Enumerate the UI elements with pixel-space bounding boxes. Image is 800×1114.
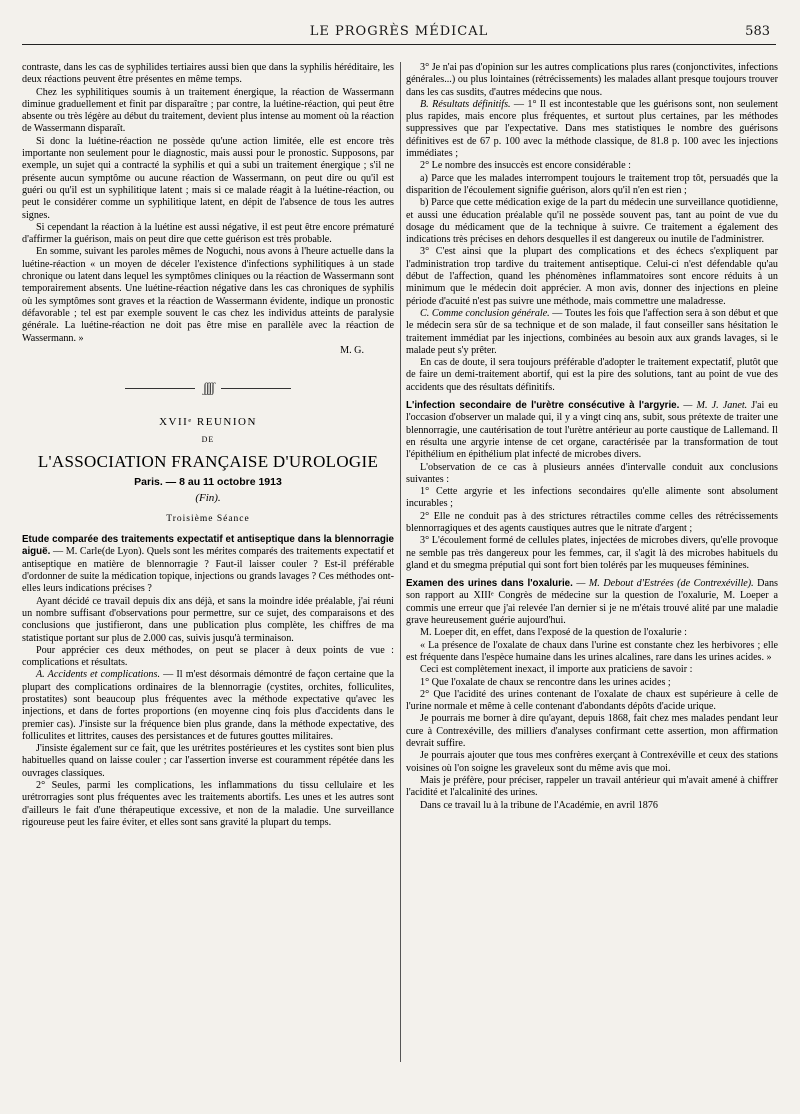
paragraph: En somme, suivant les paroles mêmes de Noguchi, nous avons à l'heure actuelle dans la luétine-réaction « un moyen de déceler l'existence d'infections syphilitiques à un stade chronique ou latent dans lequel les symptômes cliniques ou la réaction de Wassermann sont temporairement absents. Une luétine-réaction négative dans les cas chroniques de syphilis où les symptômes sont graves et la réaction de Wassermann évidente, indique un pronostic défavorable ; tel est par exemple souvent le cas chez les individus atteints de paralysie générale. La luétine-réaction ne doit pas être mise en parallèle avec la réaction de Wassermann. » xyxy=(22,246,394,344)
paragraph: 2° Seules, parmi les complications, les inflammations du tissu cellulaire et les urétrorragies sont plus fréquentes avec les traitements abortifs. Les unes et les autres sont d'ailleurs le fait d'une thérapeutique excessive, et non de la maladie. Une surveillance rigoureuse peut les faire éviter, et elles sont sans gravité la plupart du temps. xyxy=(22,780,394,828)
article-paragraph xyxy=(406,400,778,461)
paragraph: 3° Je n'ai pas d'opinion sur les autres complications plus rares (conjonctivites, infections générales...) ou plus lointaines (rétrécissements) les malades allant presque toujours trouver dans les cas susdits, d'autres médecins que nous. xyxy=(406,62,778,98)
paragraph-text: — Il m'est désormais démontré de façon certaine que la plupart des complications ordinaires de la blennorragie (cystites, orchites, folliculites, prostatites) sont beaucoup plus fréquentes avec la méthode expectative qu'avec les injections, et dans de fortes proportions (en moyenne cinq fois plus d'accidents dans le premier cas). J'insiste sur la fréquence bien plus grande, dans la méthode expectative, des folliculites et littrites, causes des persistances et de futures gouttes militaires. xyxy=(22,669,394,742)
paragraph: Je pourrais me borner à dire qu'ayant, depuis 1868, fait chez mes malades pendant leur cure à Contrexéville, des milliers d'analyses confirmant cette assertion, mon affirmation devrait suffire. xyxy=(406,713,778,750)
subsection-label: C. Comme conclusion générale. xyxy=(420,307,550,319)
paragraph: b) Parce que cette médication exige de la part du médecin une surveillance quotidienne, et aussi une éducation préalable qu'il ne possède souvent pas, tant au point de vue du dosage du médicament que de la technique à suivre. Ce traitement a également des indications très précises en dehors desquelles il est dangereux ou inutile de l'administrer. xyxy=(406,197,778,246)
paragraph: 1° Que l'oxalate de chaux se rencontre dans les urines acides ; xyxy=(420,676,671,688)
page-number: 583 xyxy=(745,24,770,39)
two-column-body xyxy=(22,62,778,829)
signature-line xyxy=(22,345,394,357)
page-header xyxy=(22,24,776,45)
paragraph: 3° L'écoulement formé de cellules plates, injectées de microbes divers, qu'elle provoque ne semble pas très dangereux pour les femmes, car, il s'agit là des microbes habituels du gland et du smegma préputial qui sont fort bien tolérés par les muqueuses féminines. xyxy=(406,535,778,571)
paragraph: Mais je préfère, pour préciser, rappeler un travail antérieur qui m'avait amené à chiffrer l'acidité et l'alcalinité des urines. xyxy=(406,774,778,799)
paragraph: Si cependant la réaction à la luétine est aussi négative, il est peut être encore prématuré d'affirmer la guérison, mais on peut dire que cette guérison est très probable. xyxy=(22,221,394,246)
seance-heading: Troisième Séance xyxy=(166,514,250,525)
author-signature: M. G. xyxy=(340,344,364,356)
section-title: L'ASSOCIATION FRANÇAISE D'UROLOGIE xyxy=(37,452,379,472)
right-column xyxy=(406,62,778,829)
article-author: — M. J. Janet. xyxy=(679,400,748,412)
ornament-divider: ʃʃʃʃ xyxy=(22,381,394,397)
paragraph-text: — 1° Il est incontestable que les guérisons sont, non seulement plus rapides, mais encore plus fréquentes, et surtout plus certaines, par les méthodes suppressives que par l'expectative. Dans mes statistiques le nombre des guérisons définitives est de 67 p. 100 avec la méthode classique, de 81.8 p. 100 avec les injections immédiates ; xyxy=(406,98,778,160)
paragraph xyxy=(406,308,778,357)
paragraph: Je pourrais ajouter que tous mes confrères exerçant à Contrexéville et ceux des stations voisines où l'on soigne les graveleux sont du même avis que moi. xyxy=(406,750,778,774)
section-dates: Paris. — 8 au 11 octobre 1913 xyxy=(134,476,282,489)
paragraph: Si donc la luétine-réaction ne possède qu'une action limitée, elle est encore très importante non seulement pour le diagnostic, mais aussi pour le pronostic. Supposons, par exemple, un sujet qui a contracté la syphilis et qui a subi un traitement énergique ; s'il ne présente aucun symptôme ou aucune réaction de Wassermann, on peut dire ou qu'il est guéri ou qu'il est un syphilitique latent ; mais si ce malade réagit à la luétine-réaction, ou peut le considérer comme un syphilitique latent, en dépit de l'absence de tous les autres signes. xyxy=(22,135,394,221)
paragraph: M. Loeper dit, en effet, dans l'exposé de la question de l'oxalurie : xyxy=(420,627,687,639)
paragraph: En cas de doute, il sera toujours préférable d'adopter le traitement expectatif, plutôt que de faire un demi-traitement abortif, qui est la pire des solutions, tant au point de vue des accidents que des résultats définitifs. xyxy=(406,357,778,393)
paragraph: J'insiste également sur ce fait, que les urétrites postérieures et les cystites sont bien plus habituelles quand on laisse couler ; car l'assertion inverse est couramment répétée dans les ouvrages classiques. xyxy=(22,743,394,779)
section-heading: XVIIᵉ REUNION xyxy=(159,416,257,429)
left-column xyxy=(22,62,394,829)
article-text: Dans son rapport au XIIIᵉ Congrès de médecine sur la question de l'oxalurie, M. Loeper a commis une erreur que j'ai relevée l'an dernier si je ne m'étais trouvé alité par une maladie grave heureusement guérie aujourd'hui. xyxy=(406,578,778,627)
paragraph: 3° C'est ainsi que la plupart des complications et des échecs s'expliquent par l'administration trop tardive du traitement antiseptique. Celui-ci n'est défendable qu'au début de l'affection, quand les phénomènes inflammatoires sont encore réduits à un minimum que le médecin doit apprécier. A mon avis, donner des injections en pleine période d'acuité n'est pas suivre une méthode, mais commettre une maladresse. xyxy=(406,246,778,307)
paragraph: 1° Cette argyrie et les infections secondaires qu'elle alimente sont absolument incurables ; xyxy=(406,486,778,510)
paragraph: Ayant décidé ce travail depuis dix ans déjà, et sans la moindre idée préalable, j'ai réuni un nombre suffisant d'observations pour permettre, sur ce sujet, des comparaisons et des conclusions que justifieront, dans une publication plus complète, les chiffres de ma statistique portant sur plus de 2.000 cas, suivis jusqu'à terminaison. xyxy=(22,595,394,644)
article-paragraph xyxy=(22,534,394,595)
article-title: Examen des urines dans l'oxalurie. xyxy=(406,578,573,590)
article-paragraph xyxy=(406,578,778,627)
article-title: Etude comparée des traitements expectatif et antiseptique dans la blennorragie aiguë. xyxy=(22,534,394,558)
article-text: J'ai eu l'occasion d'observer un malade qui, il y a vingt cinq ans, subit, sous prétexte de traiter une blennorragie, une cautérisation de tout l'urètre antérieur au porte caustique de Lallemand. Il en résulta une argyrie intense de cet organe, caractérisée par la transformation de tout l'épithélium en épithélium plat infecté de microbes divers. xyxy=(406,400,778,461)
section-fin: (Fin). xyxy=(195,492,221,505)
paragraph xyxy=(406,99,778,160)
article-text: Quels sont les mérites comparés des traitements expectatif et antiseptique en matière de blennorragie ? Faut-il laisser couler ? Est-il préférable d'ordonner de suite la médication topique, injections ou grands lavages ? Ces méthodes ont-elles leurs indications précises ? xyxy=(22,546,395,595)
quotation: « La présence de l'oxalate de chaux dans l'urine est constante chez les herbivores ; elle est fréquente dans l'espèce humaine dans les urines alcalines, rare dans les urines acides. » xyxy=(406,639,778,663)
paragraph: Chez les syphilitiques soumis à un traitement énergique, la réaction de Wassermann diminue graduellement et finit par disparaître ; par contre, la luétine-réaction, qui peut être absente ou très légère au début du traitement, devient plus intense au moment où la réaction de Wassermann disparaît. xyxy=(22,86,394,135)
subsection-label: A. Accidents et complications. xyxy=(36,669,160,681)
paragraph: 2° Que l'acidité des urines contenant de l'oxalate de chaux est supérieure à celle de l'urine normale et même à celle contenant d'abondants dépôts d'acide urique. xyxy=(406,688,778,713)
paragraph: Pour apprécier ces deux méthodes, on peut se placer à deux points de vue : complications et résultats. xyxy=(22,644,394,669)
paragraph: Dans ce travail lu à la tribune de l'Académie, en avril 1876 xyxy=(420,799,658,811)
paragraph-text: — Toutes les fois que l'affection sera à son début et que le médecin sera sûr de sa technique et de son malade, il faut conseiller sans hésitation le traitement immédiat par les injections, combinées au besoin aux aux grands lavages, si le malade peut s'y prêter. xyxy=(406,307,778,356)
article-author: — M. Carle(de Lyon). xyxy=(50,546,145,558)
subsection-label: B. Résultats définitifs. xyxy=(420,98,511,110)
paragraph: a) Parce que les malades interrompent toujours le traitement trop tôt, persuadés que la disparition de l'écoulement signifie guérison, alors qu'il n'en est rien ; xyxy=(406,172,778,196)
paragraph: Ceci est complètement inexact, il importe aux praticiens de savoir : xyxy=(420,664,693,676)
article-title: L'infection secondaire de l'urètre consécutive à l'argyrie. xyxy=(406,400,680,412)
paragraph: contraste, dans les cas de syphilides tertiaires aussi bien que dans la syphilis héréditaire, les deux réactions peuvent être présentes en même temps. xyxy=(22,62,394,86)
article-author: — M. Debout d'Estrées (de Contrexéville). xyxy=(572,578,754,590)
paragraph: L'observation de ce cas à plusieurs années d'intervalle conduit aux conclusions suivantes : xyxy=(406,461,778,485)
running-title: LE PROGRÈS MÉDICAL xyxy=(309,24,489,39)
paragraph: 2° Elle ne conduit pas à des strictures rétractiles comme celles des rétrécissements blennorragiques et des agents caustiques autres que le nitrate d'argent ; xyxy=(406,510,778,534)
section-heading-de: DE xyxy=(201,435,215,445)
paragraph: 2° Le nombre des insuccès est encore considérable : xyxy=(420,160,631,172)
paragraph xyxy=(22,669,394,743)
